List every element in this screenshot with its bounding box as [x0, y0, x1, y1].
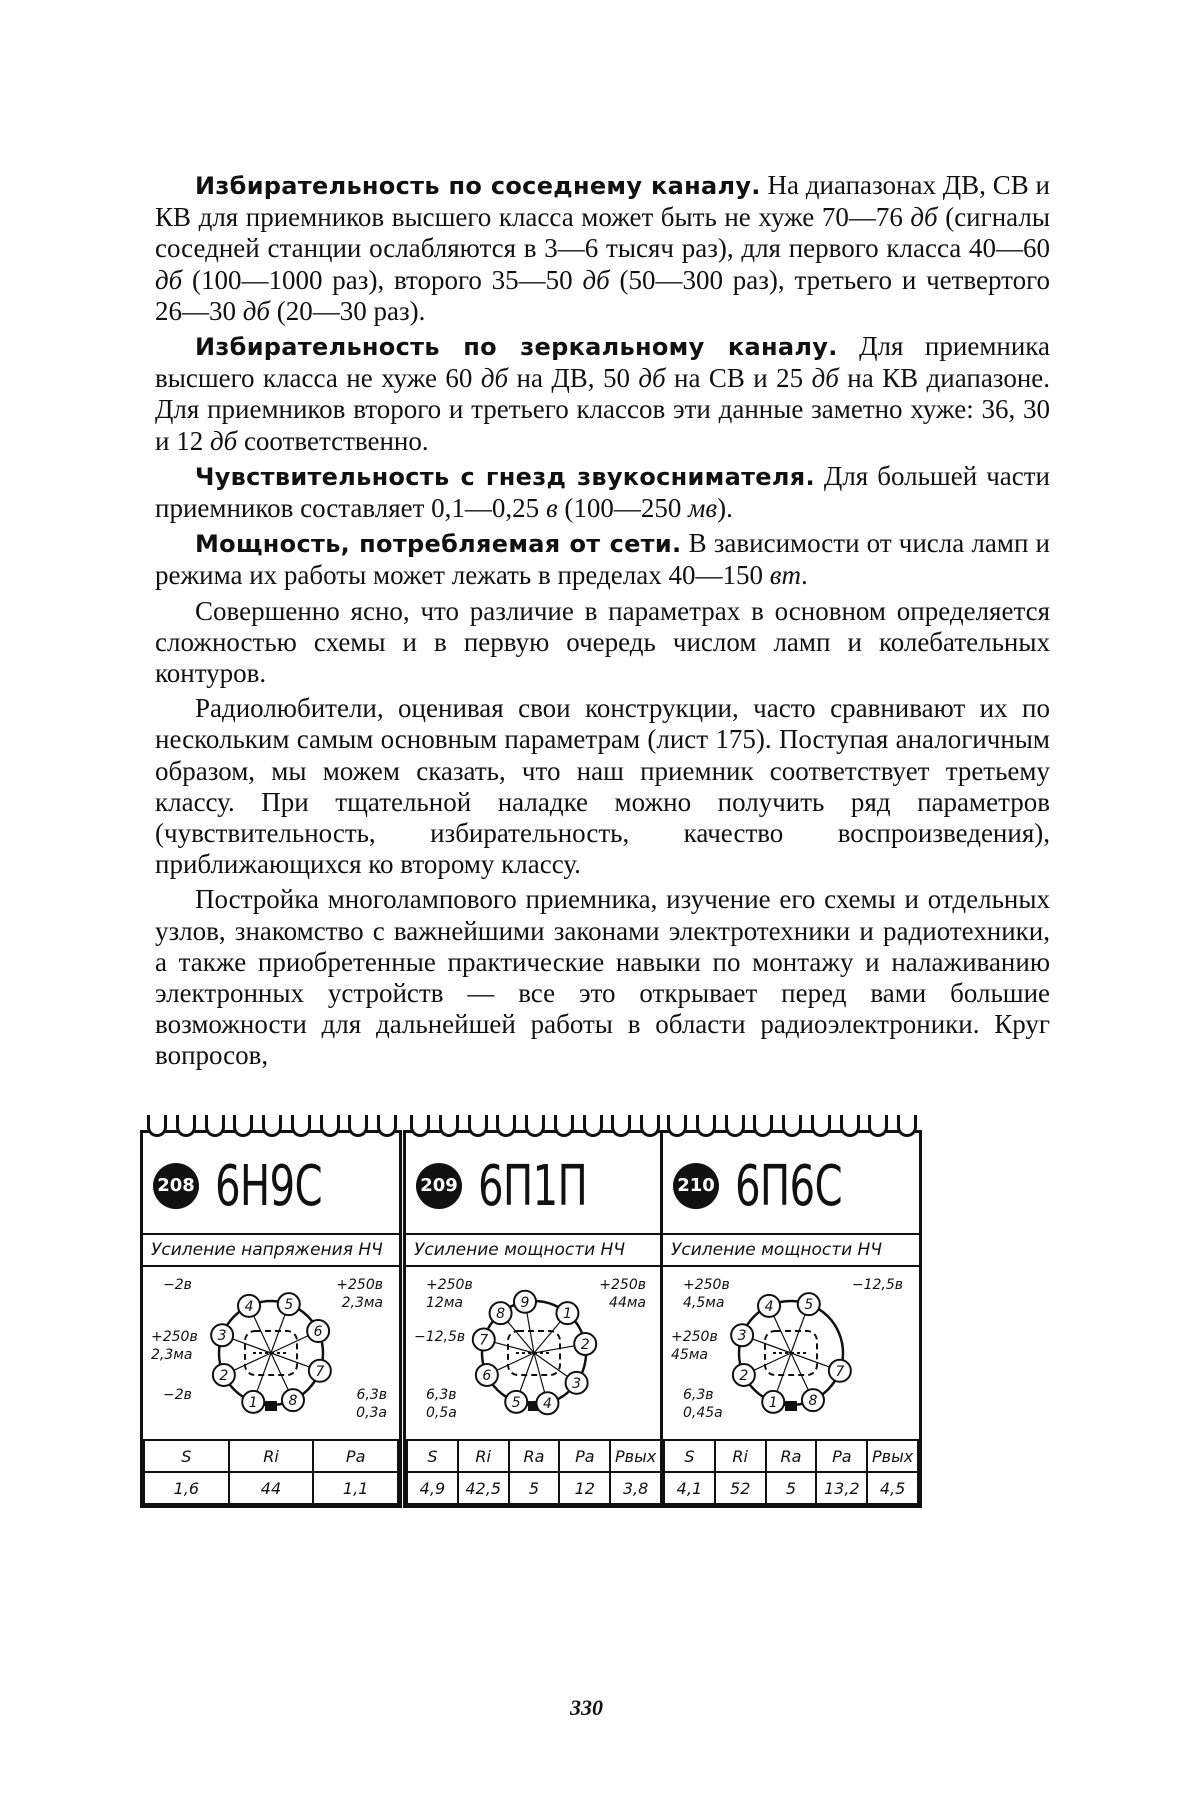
svg-text:5: 5 [284, 1297, 294, 1314]
unit-text: дб [480, 363, 509, 394]
paragraph [155, 331, 1050, 457]
spiral-ring [640, 1115, 660, 1137]
pin-rating-label: +250в [671, 1329, 718, 1345]
svg-text:1: 1 [248, 1394, 258, 1411]
parameter-header: Ri [715, 1440, 766, 1472]
svg-text:2: 2 [580, 1336, 590, 1353]
spiral-ring [554, 1115, 574, 1137]
pin-rating-label: +250в [336, 1277, 383, 1293]
parameter-header: S [664, 1440, 715, 1472]
pin-6 [476, 1353, 534, 1386]
pinout-diagram [663, 1269, 919, 1437]
pin-rating-label: −2в [163, 1387, 192, 1403]
pin-rating-label: +250в [599, 1277, 646, 1293]
paragraph-text: . [800, 560, 808, 591]
paragraph [155, 461, 1050, 524]
parameter-table [406, 1439, 662, 1505]
spiral-ring [205, 1115, 225, 1137]
parameter-value: 44 [229, 1472, 314, 1504]
spiral-ring [291, 1115, 311, 1137]
pin-rating-label: 45ма [671, 1347, 708, 1363]
paragraph-text: (50—300 раз), третьего и четвертого 26—30 [155, 264, 1050, 326]
pin-4 [238, 1295, 271, 1353]
paragraph-lead: Чувствительность с гнезд звукоснимателя. [195, 462, 815, 491]
svg-text:5: 5 [804, 1297, 814, 1314]
paragraph-text: (100—250 [557, 493, 689, 524]
parameter-header: Pвых [867, 1440, 918, 1472]
paragraph-text: Совершенно ясно, что различие в параметрах в основном определяется сложностью схемы и в первую очередь числом ламп и колебательных контуров. [155, 595, 1050, 689]
unit-text: дб [209, 425, 238, 456]
paragraph-text: (сигналы соседней станции ослабляются в 3—6 тысяч раз), для первого класса 40—60 [155, 202, 1050, 264]
paragraph [155, 693, 1050, 880]
pin-rating-label: 2,3ма [341, 1295, 383, 1311]
card-spiral-binding [410, 1115, 660, 1141]
parameter-header: Ra [509, 1440, 560, 1472]
svg-text:3: 3 [217, 1328, 227, 1345]
parameter-value: 12 [559, 1472, 610, 1504]
parameter-header: S [144, 1440, 229, 1472]
unit-text: дб [242, 295, 270, 326]
card-number-badge: 210 [673, 1163, 719, 1209]
spiral-ring [348, 1115, 368, 1137]
card-number-badge: 208 [153, 1163, 199, 1209]
paragraph [155, 528, 1050, 591]
pin-9 [514, 1291, 536, 1353]
card-spiral-binding [147, 1115, 397, 1141]
paragraph-text: Радиолюбители, оценивая свои конструкции, часто сравнивают их по нескольким самым основным параметрам (лист 175). Поступая аналогичным образом, мы можем сказать, что наш приемник соответствует третьему классу. При тщательной наладке можно получить ряд параметров (чувствительность, избирательность, качество воспроизведения), приближающихся ко второму классу. [155, 693, 1050, 880]
spiral-ring [377, 1115, 397, 1137]
card-spiral-binding [667, 1115, 917, 1141]
parameter-value: 52 [715, 1472, 766, 1504]
parameter-header: Pa [313, 1440, 398, 1472]
unit-text: вт [769, 560, 801, 591]
spiral-ring [868, 1115, 888, 1137]
svg-text:4: 4 [244, 1298, 254, 1315]
spiral-ring [583, 1115, 603, 1137]
spiral-ring [811, 1115, 831, 1137]
unit-text: дб [638, 363, 666, 394]
tube-reference-cards [0, 1130, 1200, 1550]
parameter-value: 4,9 [407, 1472, 458, 1504]
card-header [406, 1155, 662, 1223]
pin-rating-label: 12ма [426, 1295, 463, 1311]
spiral-ring [410, 1115, 430, 1137]
spiral-ring [468, 1115, 488, 1137]
tube-card-209 [403, 1130, 665, 1508]
svg-text:3: 3 [572, 1375, 582, 1392]
unit-text: дб [910, 202, 938, 233]
pin-rating-label: 2,3ма [151, 1347, 193, 1363]
pin-rating-label: 0,3а [356, 1405, 387, 1421]
card-header [143, 1155, 399, 1223]
paragraph-lead: Мощность, потребляемая от сети. [195, 530, 682, 559]
spiral-ring [897, 1115, 917, 1137]
parameter-value: 42,5 [458, 1472, 509, 1504]
pin-rating-label: +250в [151, 1329, 198, 1345]
pin-6 [271, 1320, 329, 1353]
paragraph-lead: Избирательность по зеркальному каналу. [195, 333, 838, 362]
paragraph-text: Для большей части приемников составляет 0,1—0,25 [155, 460, 1050, 524]
pin-1 [534, 1302, 578, 1353]
base-key [265, 1401, 277, 1411]
svg-text:3: 3 [737, 1328, 747, 1345]
pin-2 [213, 1353, 271, 1386]
pin-rating-label: 6,3в [426, 1387, 457, 1403]
pin-rating-label: +250в [683, 1277, 730, 1293]
pin-7 [473, 1329, 534, 1353]
pin-rating-label: 0,5а [426, 1405, 457, 1421]
svg-text:6: 6 [482, 1367, 492, 1384]
base-key [785, 1401, 797, 1411]
parameter-value: 5 [509, 1472, 560, 1504]
parameter-header: Ri [458, 1440, 509, 1472]
spiral-ring [147, 1115, 167, 1137]
card-number-badge: 209 [416, 1163, 462, 1209]
tube-designation: 6П1П [478, 1154, 588, 1219]
unit-text: в [545, 493, 558, 524]
pinout-diagram [143, 1269, 399, 1437]
pin-rating-label: 0,45а [683, 1405, 723, 1421]
spiral-ring [233, 1115, 253, 1137]
paragraph-text: (100—1000 раз), второго 35—50 [182, 264, 583, 295]
spiral-ring [667, 1115, 687, 1137]
tube-designation: 6Н9С [215, 1154, 322, 1219]
svg-text:1: 1 [562, 1306, 572, 1323]
paragraph-text: В зависимости от числа ламп и режима их работы может лежать в пределах 40—150 [155, 528, 1050, 591]
svg-text:2: 2 [219, 1367, 229, 1384]
svg-text:5: 5 [511, 1394, 521, 1411]
pin-2 [534, 1333, 596, 1355]
parameter-value: 3,8 [610, 1472, 661, 1504]
parameter-header: Pвых [610, 1440, 661, 1472]
spiral-ring [782, 1115, 802, 1137]
parameter-header: Ra [766, 1440, 817, 1472]
parameter-table [663, 1439, 919, 1505]
svg-text:7: 7 [835, 1363, 845, 1380]
tube-card-210 [660, 1130, 922, 1508]
parameter-value: 1,1 [313, 1472, 398, 1504]
unit-text: дб [582, 264, 610, 295]
parameter-header: S [407, 1440, 458, 1472]
body-text [155, 170, 1050, 1076]
pin-rating-label: 44ма [609, 1295, 646, 1311]
paragraph-text: На диапазонах ДВ, СВ и КВ для приемников высшего класса может быть не хуже 70—76 [155, 170, 1050, 233]
parameter-value: 4,5 [867, 1472, 918, 1504]
card-header [663, 1155, 919, 1223]
pin-rating-label: +250в [426, 1277, 473, 1293]
spiral-ring [176, 1115, 196, 1137]
parameter-value: 1,6 [144, 1472, 229, 1504]
paragraph-text: ). [717, 493, 733, 524]
paragraph [155, 884, 1050, 1071]
svg-text:9: 9 [520, 1294, 530, 1311]
parameter-value: 4,1 [664, 1472, 715, 1504]
spiral-ring [725, 1115, 745, 1137]
parameter-header: Ri [229, 1440, 314, 1472]
paragraph-text: Для приемника высшего класса не хуже 60 [155, 331, 1050, 394]
spiral-ring [496, 1115, 516, 1137]
tube-designation: 6П6С [735, 1154, 842, 1219]
tube-purpose: Усиление мощности НЧ [406, 1233, 662, 1267]
svg-text:6: 6 [313, 1324, 323, 1341]
unit-text: дб [811, 363, 839, 394]
parameter-table [143, 1439, 399, 1505]
svg-text:8: 8 [496, 1306, 506, 1323]
tube-card-208 [140, 1130, 402, 1508]
svg-text:7: 7 [479, 1332, 489, 1349]
parameter-value: 5 [766, 1472, 817, 1504]
pin-2 [733, 1353, 791, 1386]
parameter-header: Pa [559, 1440, 610, 1472]
pin-rating-label: 6,3в [356, 1387, 387, 1403]
spiral-ring [525, 1115, 545, 1137]
paragraph-text: на ДВ, 50 [508, 363, 639, 394]
paragraph [155, 596, 1050, 690]
svg-text:4: 4 [764, 1298, 774, 1315]
paragraph-text: (20—30 раз). [270, 295, 426, 326]
svg-text:4: 4 [542, 1396, 552, 1413]
spiral-ring [611, 1115, 631, 1137]
pin-rating-label: −2в [163, 1277, 192, 1293]
parameter-header: Pa [816, 1440, 867, 1472]
paragraph-text: на КВ диапазоне. Для приемников второго и третьего классов эти данные заметно хуже: 36, 30 и 12 [155, 363, 1051, 456]
svg-text:8: 8 [288, 1393, 298, 1410]
page-number: 330 [570, 1695, 603, 1720]
svg-text:8: 8 [808, 1393, 818, 1410]
pin-rating-label: 6,3в [683, 1387, 714, 1403]
pin-4 [758, 1295, 791, 1353]
spiral-ring [320, 1115, 340, 1137]
tube-purpose: Усиление мощности НЧ [663, 1233, 919, 1267]
tube-purpose: Усиление напряжения НЧ [143, 1233, 399, 1267]
unit-text: мв [688, 493, 718, 524]
svg-text:1: 1 [768, 1394, 778, 1411]
spiral-ring [439, 1115, 459, 1137]
spiral-ring [696, 1115, 716, 1137]
spiral-ring [840, 1115, 860, 1137]
pin-rating-label: 4,5ма [683, 1295, 725, 1311]
pinout-diagram [406, 1269, 662, 1437]
paragraph-text: Постройка многолампового приемника, изучение его схемы и отдельных узлов, знакомство с важнейшими законами электротехники и радиотехники, а также приобретенные практические навыки по монтажу и налаживанию электронных устройств — все это открывает перед вами большие возможности для дальнейшей работы в области радиоэлектроники. Круг вопросов, [155, 884, 1050, 1071]
paragraph [155, 170, 1050, 327]
spiral-ring [262, 1115, 282, 1137]
paragraph-lead: Избирательность по соседнему каналу. [195, 172, 761, 200]
pin-rating-label: −12,5в [414, 1329, 466, 1345]
spiral-ring [753, 1115, 773, 1137]
pin-rating-label: −12,5в [851, 1277, 903, 1293]
svg-text:2: 2 [739, 1367, 749, 1384]
parameter-value: 13,2 [816, 1472, 867, 1504]
paragraph-text: соответственно. [237, 425, 429, 456]
paragraph-text: на СВ и 25 [665, 363, 812, 394]
svg-text:7: 7 [315, 1363, 325, 1380]
unit-text: дб [155, 264, 183, 295]
